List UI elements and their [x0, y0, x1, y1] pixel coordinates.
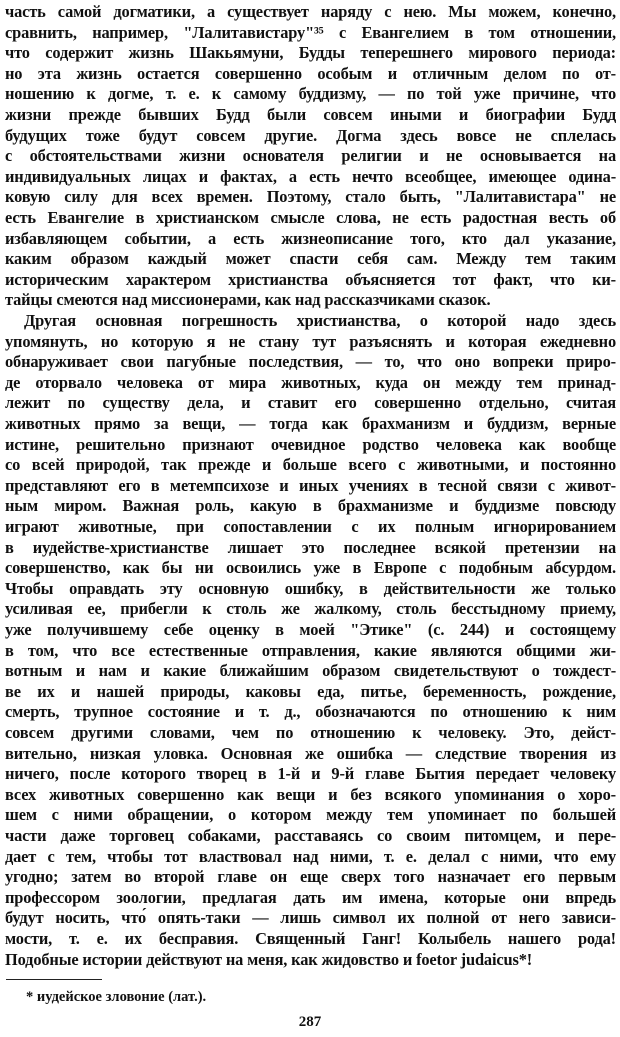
text-line: уже получившему себе оценку в моей "Этике" (с. 244) и состоящему	[5, 620, 616, 639]
text-line: мости, т. е. их бесправия. Священный Ганг! Колыбель нашего рода!	[5, 929, 616, 948]
text-line: истине, решительно признают очевидное родство человека как вообще	[5, 434, 616, 454]
text-line: смерть, трупное состояние и т. д., обозначаются по отношению к ним	[5, 702, 616, 722]
text-line: избавляющем событии, а есть жизнеописание того, кто дал указание,	[5, 228, 616, 248]
text-line: совершенство, как бы ни освоились уже в Европе с подобным абсурдом.	[5, 558, 616, 578]
text-line: но эта жизнь остается совершенно особым и отличным делом по от-	[5, 63, 616, 83]
text-line: будут носить, что́ опять-таки — лишь символ их полной от него зависи-	[5, 908, 616, 928]
text-line: совсем другими словами, чем по отношению к человеку. Это, дейст-	[5, 723, 616, 742]
text-line: ным миром. Важная роль, какую в брахманизме и буддизме повсюду	[5, 496, 616, 516]
text-line: историческим характером христианства объясняется тот факт, что ки-	[5, 269, 616, 289]
text-line: усиливая ее, прибегли к столь же жалкому, столь бесстыдному приему,	[5, 599, 616, 619]
footnote: * иудейское зловоние (лат.).	[26, 989, 207, 1005]
text-line: со всей природой, так прежде и больше всего с животными, и постоянно	[5, 455, 616, 475]
text-line: ничего, после которого творец в 1-й и 9-й главе Бытия передает человеку	[5, 764, 616, 784]
text-line: части даже торговец собаками, расставаясь со своим питомцем, и пере-	[5, 826, 616, 845]
text-line: Другая основная погрешность христианства, о которой надо здесь	[24, 311, 616, 330]
text-line: всех животных совершенно как вещи и без всякого упоминания о хоро-	[5, 784, 616, 804]
text-line: есть Евангелие в христианском смысле слова, не есть радостная весть об	[5, 208, 616, 227]
text-line: обнаруживает свои пагубные последствия, — то, что оно вопреки приро-	[5, 352, 616, 372]
text-line: ковую силу для всех времен. Поэтому, стало быть, "Лалитавистара" не	[5, 187, 616, 207]
text-line: в том, что все естественные отправления, какие являются общими жи-	[5, 640, 616, 660]
text-line: будущих тоже будут совсем другие. Догма здесь вовсе не сплелась	[5, 125, 616, 145]
text-line: каким образом каждый может спасти себя сам. Между тем таким	[5, 249, 616, 269]
text-line: вительно, низкая уловка. Основная же ошибка — следствие творения из	[5, 743, 616, 763]
text-line: индивидуальных лицах и фактах, а есть нечто всеобщее, имеющее одина-	[5, 166, 616, 186]
text-line: дает с тем, чтобы тот властвовал над ними, т. е. делал с ними, что ему	[5, 846, 616, 866]
text-line: с обстоятельствами жизни основателя религии и не основывается на	[5, 146, 616, 166]
text-line: часть самой догматики, а существует наряду с нею. Мы можем, конечно,	[5, 2, 616, 21]
text-line: ве их и нашей природы, каковы еда, питье, беременность, рождение,	[5, 681, 616, 701]
text-line: шем с ними обращении, о котором между тем упоминает по большей	[5, 805, 616, 825]
text-line: животных прямо за вещи, — тогда как брахманизм и буддизм, верные	[5, 414, 616, 433]
text-line: ношению к догме, т. е. к самому буддизму, — по той уже причине, что	[5, 84, 616, 104]
text-line: тайцы смеются над миссионерами, как над рассказчиками сказок.	[5, 290, 491, 310]
text-line: де оторвало человека от мира животных, куда он между тем принад-	[5, 372, 616, 392]
text-line: в иудействе-христианстве лишает это последнее всякой претензии на	[5, 537, 616, 557]
text-line: что содержит жизнь Шакьямуни, Будды теперешнего мирового периода:	[5, 43, 616, 63]
text-line: вотным и нам и какие ближайшим образом свидетельствуют о тождест-	[5, 661, 616, 681]
text-line: жизни прежде бывших Будд были совсем иными и биографии Будд	[5, 105, 616, 124]
footnote-divider	[6, 979, 102, 980]
text-line: Чтобы оправдать эту основную ошибку, в действительности же только	[5, 578, 616, 598]
text-line: профессором зоологии, предлагая дать им имена, которые они впредь	[5, 887, 616, 907]
page-number: 287	[298, 1014, 322, 1030]
text-line: представляют его в метемпсихозе и иных учениях в тесной связи с живот-	[5, 475, 616, 495]
text-line: играют животные, при сопоставлении с их полным игнорированием	[5, 517, 616, 536]
text-line: Подобные истории действуют на меня, как жидовство и foetor judaicus*!	[5, 949, 533, 969]
text-line: угодно; затем во второй главе он еще сверх того назначает его первым	[5, 867, 616, 887]
text-line: лежит по существу дела, и ставит его совершенно отдельно, считая	[5, 393, 616, 413]
text-line: сравнить, например, "Лалитавистару"³⁵ с Евангелием в том отношении,	[5, 22, 616, 42]
text-line: упомянуть, но которую я не стану тут разъяснять и которая ежедневно	[5, 331, 616, 351]
